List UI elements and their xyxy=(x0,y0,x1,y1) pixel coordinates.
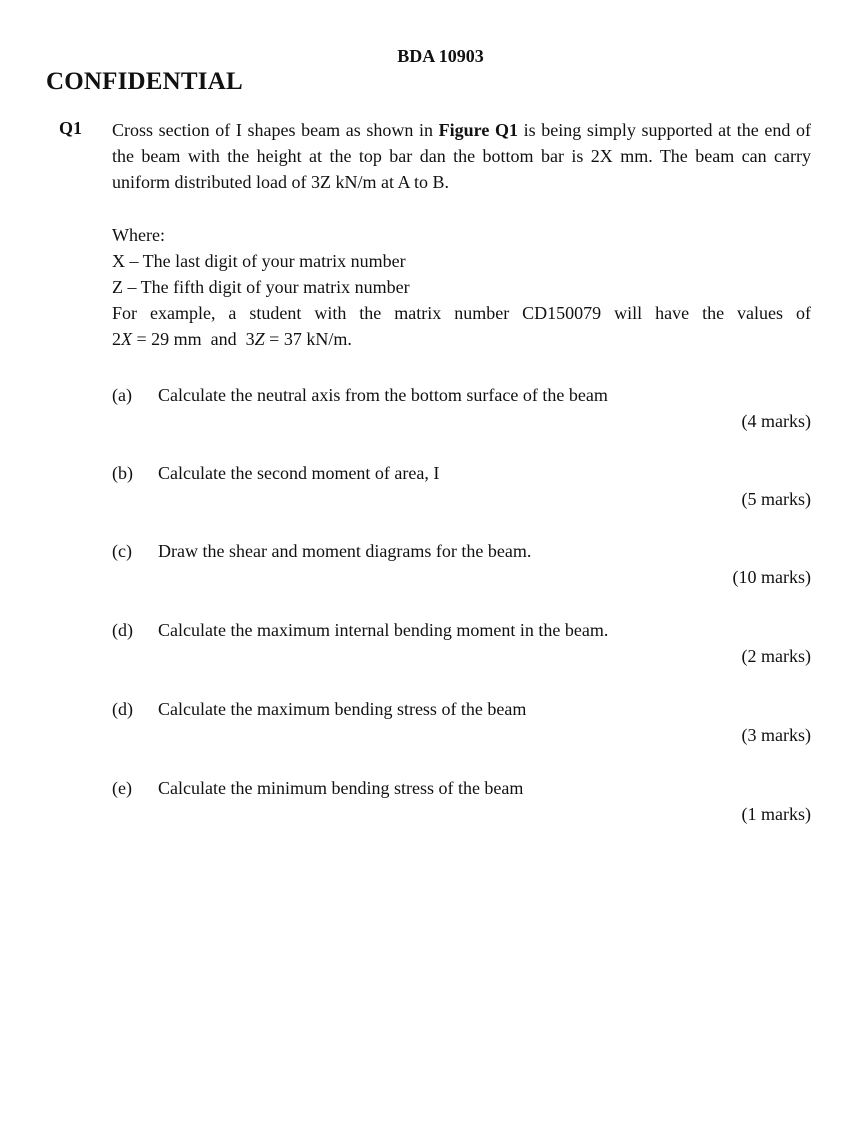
sub-question-label: (d) xyxy=(112,620,133,640)
example-3z-value: = 37 kN/m xyxy=(264,329,348,349)
example-2x-var: X xyxy=(121,329,132,349)
sub-question-text: Calculate the minimum bending stress of the beam xyxy=(158,778,524,798)
definition-z: Z – The fifth digit of your matrix number xyxy=(112,277,410,297)
example-3z-coef: 3 xyxy=(245,329,255,349)
sub-question-text: Calculate the second moment of area, I xyxy=(158,463,440,483)
confidential-label: CONFIDENTIAL xyxy=(46,68,243,95)
sub-question-label: (a) xyxy=(112,385,132,405)
sub-question-marks: (2 marks) xyxy=(741,646,811,666)
question-number: Q1 xyxy=(59,118,83,138)
intro-text-end: is being simply supported at the end of the beam with the height at the top bar dan the bottom bar is 2X mm. The beam can carry uniform distributed load of 3Z kN/m at A to B. xyxy=(112,120,811,192)
sub-question-text: Calculate the maximum internal bending moment in the beam. xyxy=(158,620,609,640)
example-3z-var: Z xyxy=(254,329,265,349)
question-intro xyxy=(112,117,811,195)
intro-text-start: Cross section of I shapes beam as shown in xyxy=(112,120,439,140)
sub-question xyxy=(112,620,811,680)
sub-question-marks: (3 marks) xyxy=(741,725,811,745)
course-code: BDA 10903 xyxy=(397,46,484,66)
example-and: and xyxy=(210,329,237,349)
example-values xyxy=(112,326,811,352)
variable-definitions xyxy=(112,222,811,352)
sub-question-text: Calculate the neutral axis from the bottom surface of the beam xyxy=(158,385,608,405)
figure-reference: Figure Q1 xyxy=(438,120,518,140)
sub-question xyxy=(112,541,811,601)
sub-question xyxy=(112,385,811,445)
sub-question xyxy=(112,778,811,838)
definition-x: X – The last digit of your matrix number xyxy=(112,251,406,271)
sub-question-marks: (4 marks) xyxy=(741,411,811,431)
sub-question xyxy=(112,699,811,759)
where-label: Where: xyxy=(112,225,165,245)
sub-question-text: Calculate the maximum bending stress of the beam xyxy=(158,699,527,719)
example-end: . xyxy=(347,329,352,349)
sub-question-label: (d) xyxy=(112,699,133,719)
sub-question xyxy=(112,463,811,523)
sub-question-label: (b) xyxy=(112,463,133,483)
sub-question-marks: (5 marks) xyxy=(741,489,811,509)
sub-question-text: Draw the shear and moment diagrams for the beam. xyxy=(158,541,532,561)
sub-question-marks: (1 marks) xyxy=(741,804,811,824)
sub-question-label: (c) xyxy=(112,541,132,561)
example-2x-coef: 2 xyxy=(112,329,121,349)
example-2x-value: = 29 mm xyxy=(132,329,202,349)
sub-question-label: (e) xyxy=(112,778,132,798)
example-line: For example, a student with the matrix number CD150079 will have the values of xyxy=(112,303,811,323)
sub-question-marks: (10 marks) xyxy=(732,567,811,587)
